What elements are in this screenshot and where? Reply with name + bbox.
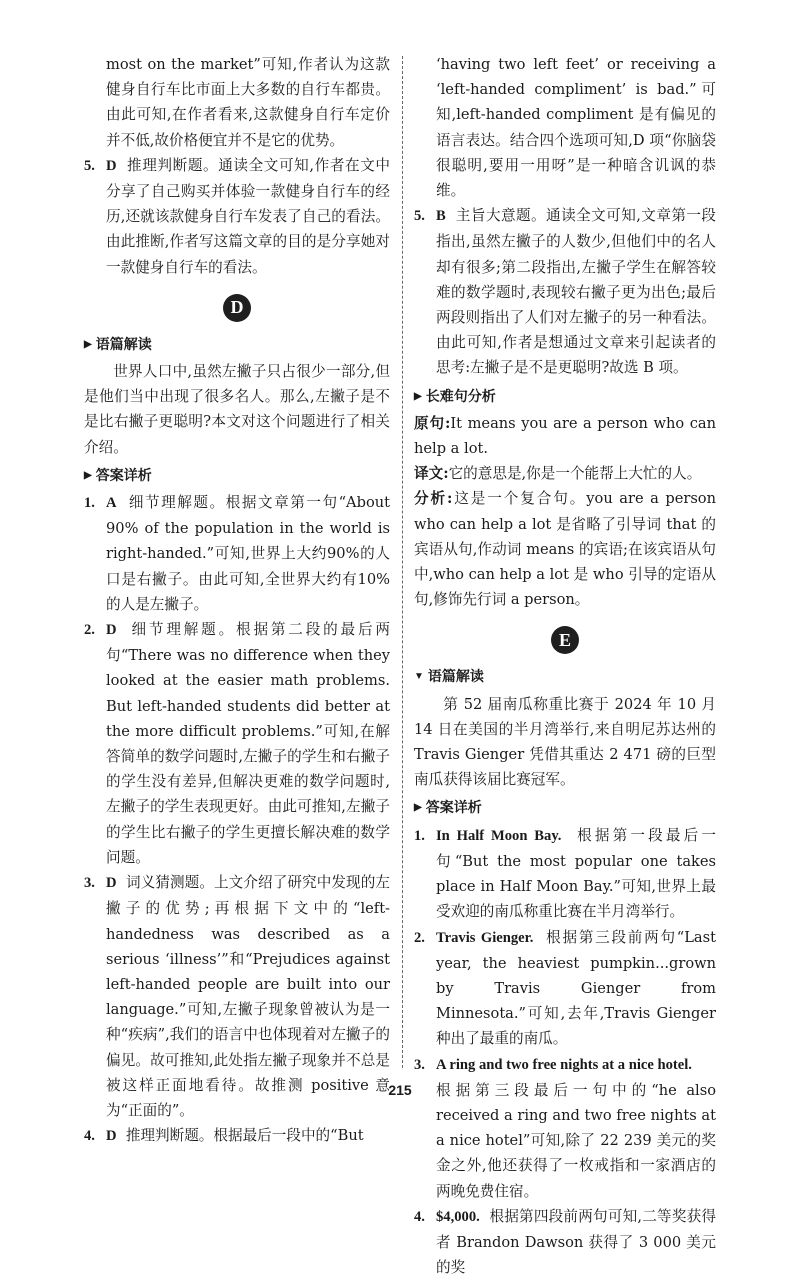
- reading-text: 第 52 届南瓜称重比赛于 2024 年 10 月 14 日在美国的半月湾举行,来自明尼苏达州的 Travis Gienger 凭借其重达 2 471 磅的巨型南瓜获得该届比赛冠军。: [414, 695, 716, 789]
- triangle-icon: ▶: [84, 338, 92, 350]
- answer-item-c5: 5. D 推理判断题。通读全文可知,作者在文中分享了自己购买并体验一款健身自行车的经历,还就该款健身自行车发表了自己的看法。由此推断,作者写这篇文章的目的是分享她对一款健身自行车的看法。: [84, 156, 390, 276]
- answer-item-d5: 5. B 主旨大意题。通读全文可知,文章第一段指出,虽然左撇子的人数少,但他们中的名人却有很多;第二段指出,左撇子学生在解答较难的数学题时,表现较右撇子更为出色;最后两段则指出了人们对左撇子的另一种看法。由此可知,作者是想通过文章来引起读者的思考:左撇子是不是更聪明?故选 B 项。: [414, 207, 717, 377]
- reading-text: 世界人口中,虽然左撇子只占很少一部分,但是他们当中出现了很多名人。那么,左撇子是不是比右撇子更聪明?本文对这个问题进行了相关介绍。: [84, 363, 390, 456]
- translation: 译文:它的意思是,你是一个能帮上大忙的人。: [414, 465, 702, 483]
- reading-heading: ▼ 语篇解读: [414, 664, 716, 689]
- answer-item-e1: 1. In Half Moon Bay. 根据第一段最后一句“But the most popular one takes place in Half Moon Bay.”可知,世界上最受欢迎的南瓜称重比赛在半月湾举行。: [414, 826, 716, 921]
- answer-item-d4: 4. D 推理判断题。根据最后一段中的“But: [84, 1127, 364, 1145]
- continued-paragraph: ‘having two left feet’ or receiving a ‘left-handed compliment’ is bad.”可知,left-handed compliment 是有偏见的语言表达。结合四个选项可知,D 项“你脑袋很聪明,要用一用呀”是一种暗含讥讽的恭维。: [436, 56, 716, 200]
- answers-heading: ▶ 答案详析: [84, 463, 390, 488]
- column-divider: [402, 56, 403, 1068]
- answer-item-d1: 1. A 细节理解题。根据文章第一句“About 90% of the population in the world is right-handed.”可知,世界上大约90%的人口是右撇子。由此可知,全世界大约有10%的人是左撇子。: [84, 494, 390, 613]
- section-e-badge: E: [414, 626, 716, 654]
- answer-item-e4: 4. $4,000. 根据第四段前两句可知,二等奖获得者 Brandon Dawson 获得了 3 000 美元的奖: [414, 1207, 717, 1277]
- continued-paragraph: most on the market”可知,作者认为这款健身自行车比市面上大多数的自行车都贵。由此可知,在作者看来,这款健身自行车定价并不低,故价格便宜并不是它的优势。: [106, 56, 390, 149]
- reading-heading: ▶ 语篇解读: [84, 332, 390, 357]
- original-sentence: 原句:It means you are a person who can help a lot.: [414, 414, 716, 458]
- answer-item-e2: 2. Travis Gienger. 根据第三段前两句“Last year, the heaviest pumpkin...grown by Travis Gienger from Minnesota.”可知,去年,Travis Gienger 种出了最重的南瓜。: [414, 928, 716, 1048]
- answers-heading: ▶ 答案详析: [414, 795, 716, 820]
- triangle-icon: ▶: [414, 390, 422, 402]
- triangle-icon: ▼: [414, 671, 424, 683]
- left-column: [84, 52, 390, 1149]
- section-d-badge: D: [84, 294, 390, 322]
- answer-item-e3: 3. A ring and two free nights at a nice hotel. 根据第三段最后一句中的“he also received a ring and two free nights at a nice hotel”可知,除了 22 239 美元的奖金之外,他还获得了一枚戒指和一家酒店的两晚免费住宿。: [414, 1056, 716, 1200]
- triangle-icon: ▶: [414, 802, 422, 814]
- analysis: 分析:这是一个复合句。you are a person who can help a lot 是省略了引导词 that 的宾语从句,作动词 means 的宾语;在该宾语从句中,who can help a lot 是 who 引导的定语从句,修饰先行词 a person。: [414, 490, 716, 609]
- long-sentence-heading: ▶ 长难句分析: [414, 384, 716, 409]
- triangle-icon: ▶: [84, 469, 92, 481]
- page-number: 215: [388, 1082, 412, 1098]
- answer-item-d3: 3. D 词义猜测题。上文介绍了研究中发现的左撇子的优势;再根据下文中的“left-handedness was described as a serious ‘illness’”和“Prejudices against left-handed people are built into our language.”可知,左撇子现象曾被认为是一种“疾病”,我们的语言中也体现着对左撇子的偏见。故可推知,此处指左撇子现象并不总是被这样正面地看待。故推测 positive 意为“正面的”。: [84, 874, 390, 1119]
- answer-letter: D: [106, 157, 117, 174]
- answer-item-d2: 2. D 细节理解题。根据第二段的最后两句“There was no difference when they looked at the easier math problems. But left-handed students did better at the more difficult problems.”可知,在解答简单的数学问题时,左撇子的学生和右撇子的学生没有差异,但解决更难的数学问题时,左撇子的学生表现更好。由此可推知,左撇子的学生比右撇子的学生更擅长解决难的数学问题。: [84, 621, 390, 866]
